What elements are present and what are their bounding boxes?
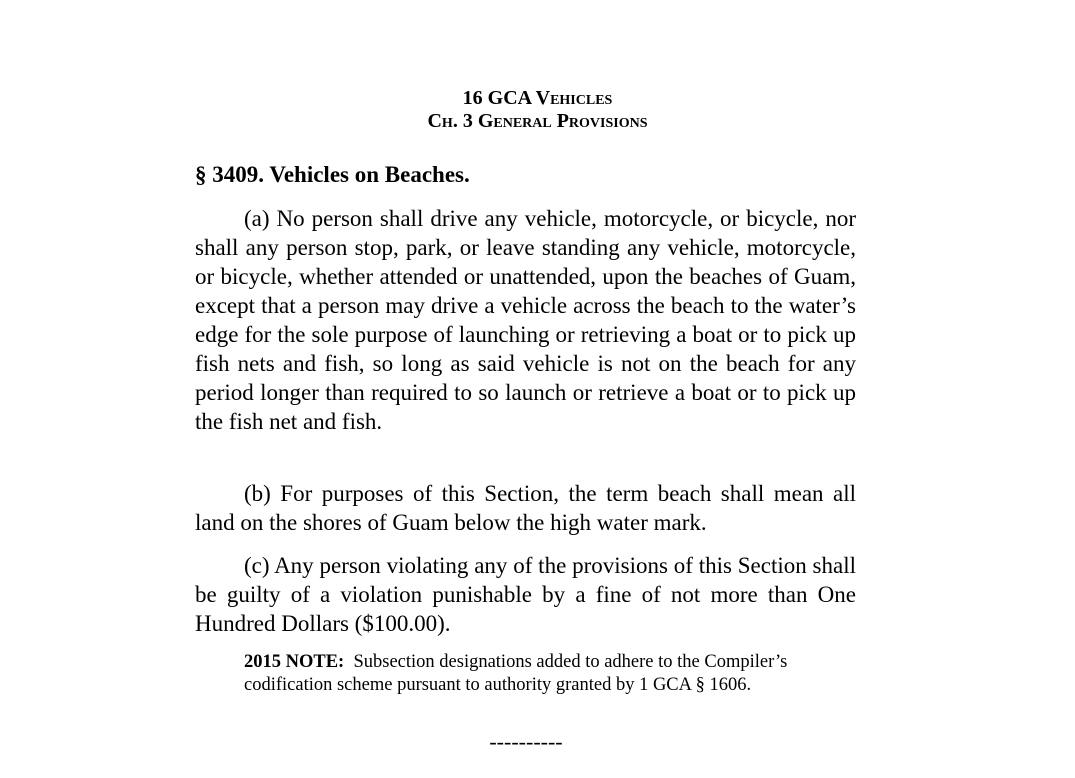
subsection-a: (a) No person shall drive any vehicle, motorcycle, or bicycle, nor shall any person stop, park, or leave standing any vehicle, motorcycle, or bicycle, whether attended or unattended, upon the beaches of Guam, except that a person may drive a vehicle across the beach to the water’s edge for the sole purpose of launching or retrieving a boat or to pick up fish nets and fish, so long as said vehicle is not on the beach for any period longer than required to so launch or retrieve a boat or to pick up the fish net and fish. — [195, 206, 856, 434]
source-note-label: 2015 NOTE: — [244, 652, 345, 672]
subsection-b: (b) For purposes of this Section, the term beach shall mean all land on the shores of Guam below the high water mark. — [195, 481, 856, 535]
running-header-chapter: Ch. 3 General Provisions — [427, 110, 648, 132]
running-header-title: 16 GCA Vehicles — [462, 87, 613, 109]
section-heading: § 3409. Vehicles on Beaches. — [195, 162, 470, 187]
section-separator: ---------- — [489, 729, 563, 754]
source-note-text: Subsection designations added to adhere to the Compiler’s codification scheme pursuant to authority granted by 1 GCA § 1606. — [244, 652, 788, 695]
subsection-c: (c) Any person violating any of the provisions of this Section shall be guilty of a violation punishable by a fine of not more than One Hundred Dollars ($100.00). — [195, 553, 856, 636]
source-note — [244, 651, 856, 697]
